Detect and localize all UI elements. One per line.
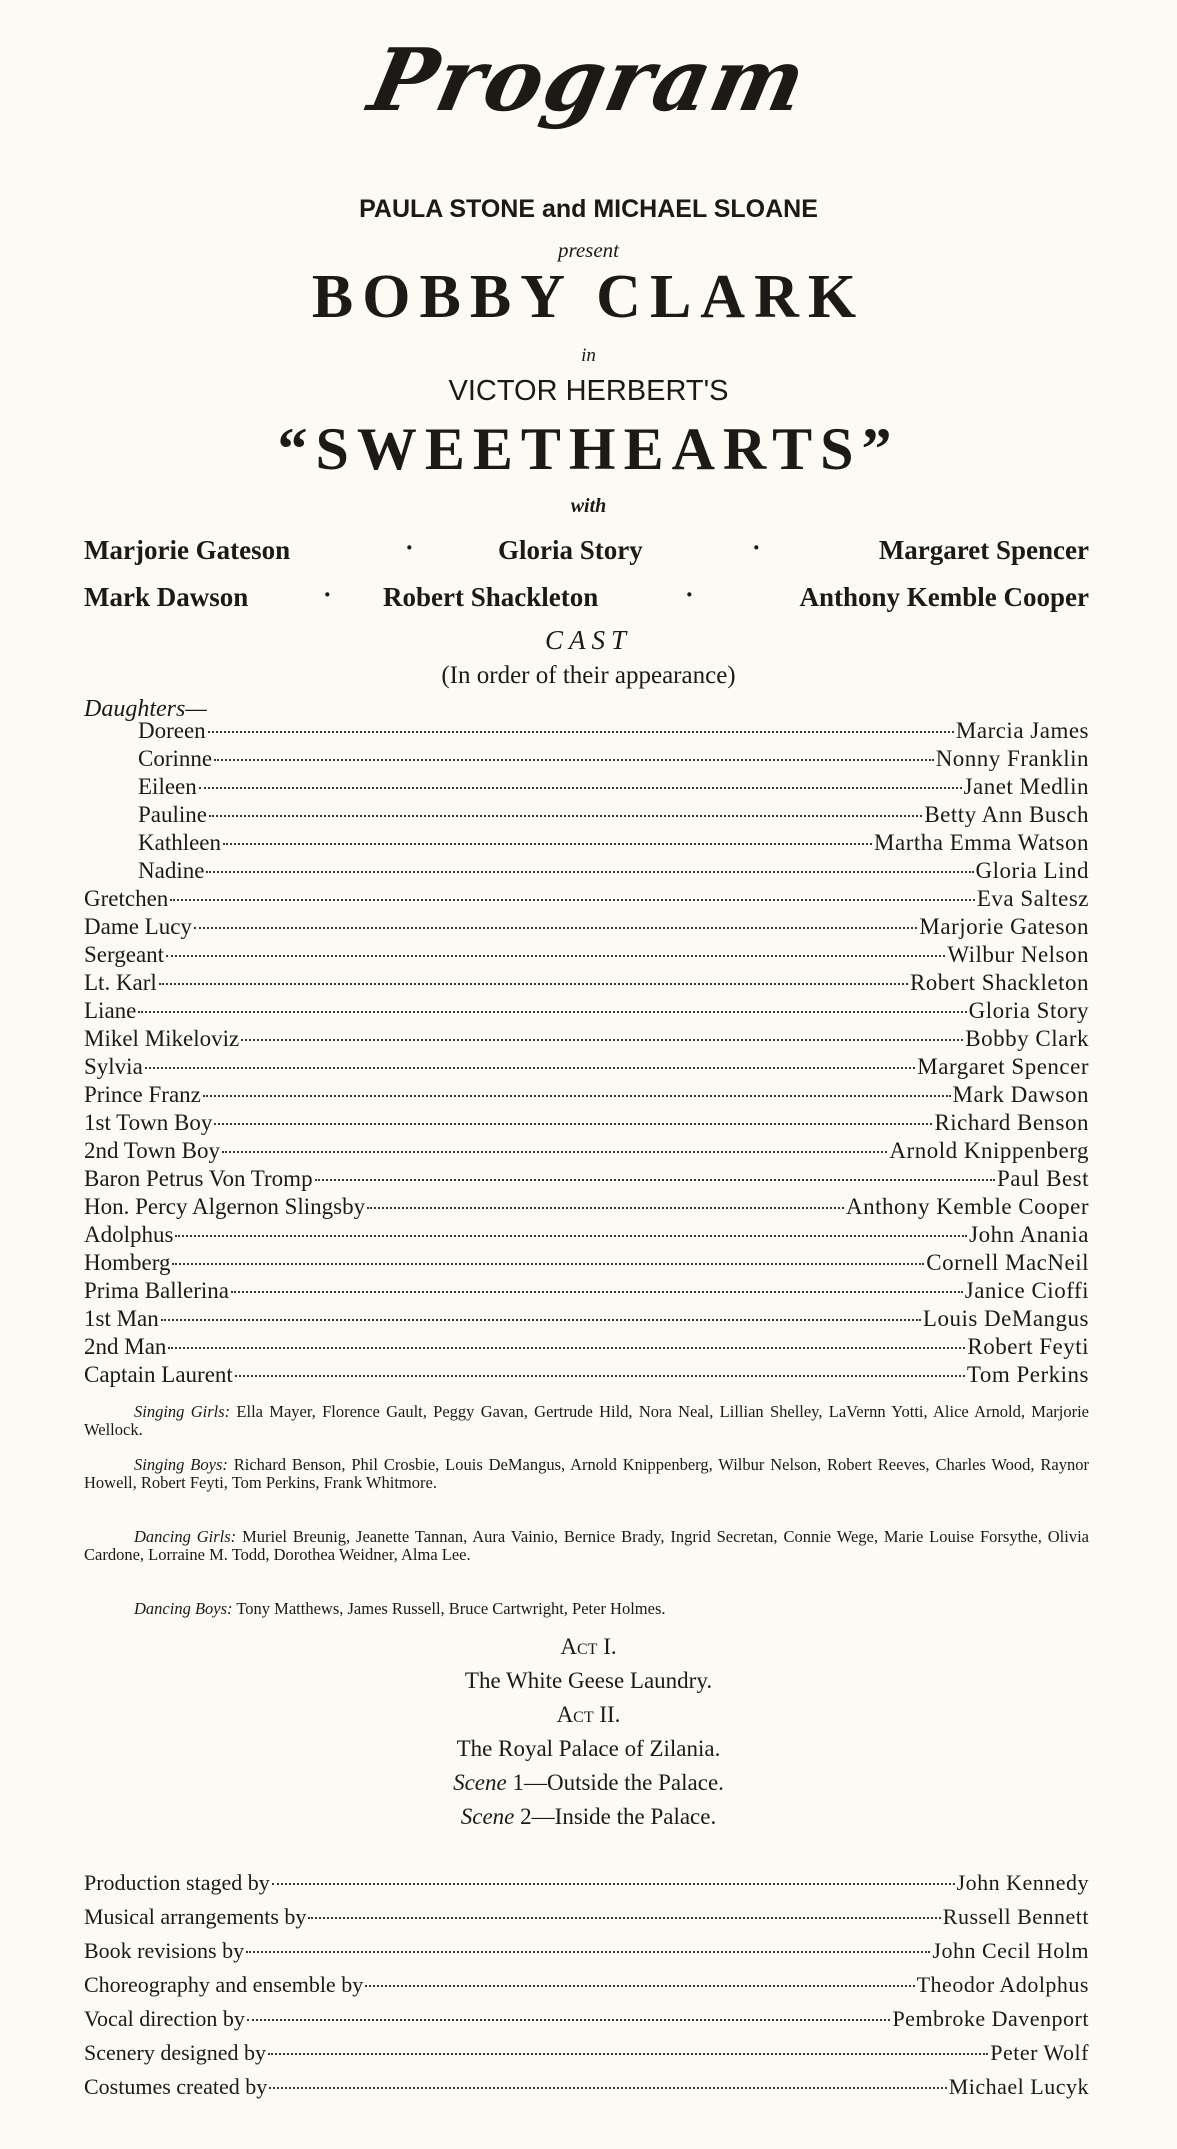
cast-row [84, 1222, 1089, 1250]
costar-name: Mark Dawson [84, 582, 249, 612]
composer-line: VICTOR HERBERT'S [448, 375, 729, 407]
cast-role: Baron Petrus Von Tromp [84, 1166, 313, 1191]
leader-dots [145, 1067, 916, 1069]
scene-two-line [0, 1804, 1177, 1830]
leader-dots [175, 1235, 967, 1237]
cast-role: Prince Franz [84, 1082, 201, 1107]
ensemble-label: Singing Girls: [134, 1402, 231, 1421]
cast-role: Sylvia [84, 1054, 143, 1079]
credit-row [84, 1904, 1089, 1932]
act-one-heading: Act I. [560, 1634, 617, 1659]
leader-dots [214, 1123, 932, 1125]
leader-dots [315, 1179, 995, 1181]
cast-row [84, 1306, 1089, 1334]
cast-actor: Gloria Lind [975, 858, 1089, 883]
act-one-setting: The White Geese Laundry. [464, 1668, 713, 1693]
cast-row [138, 746, 1089, 774]
with-line: with [570, 495, 607, 517]
cast-row [84, 1082, 1089, 1110]
cast-actor: Gloria Story [968, 998, 1089, 1023]
leader-dots [269, 2087, 946, 2089]
cast-row [84, 1362, 1089, 1390]
cast-row [84, 1194, 1089, 1222]
cast-role: Gretchen [84, 886, 169, 911]
separator-dot: · [323, 580, 332, 609]
cast-role: Homberg [84, 1250, 171, 1275]
cast-row [84, 1334, 1089, 1362]
cast-actor: Paul Best [996, 1166, 1089, 1191]
cast-actor: Richard Benson [934, 1110, 1089, 1135]
credit-name: Pembroke Davenport [892, 2006, 1089, 2031]
cast-row [84, 1026, 1089, 1054]
scene-one-line [0, 1770, 1177, 1796]
cast-role: Mikel Mikeloviz [84, 1026, 240, 1051]
cast-role: Eileen [138, 774, 197, 799]
credit-role: Musical arrangements by [84, 1904, 307, 1929]
leader-dots [272, 1883, 955, 1885]
leader-dots [308, 1917, 940, 1919]
cast-actor: Marcia James [955, 718, 1089, 743]
leader-dots [172, 1263, 924, 1265]
ensemble-names: Tony Matthews, James Russell, Bruce Cartwright, Peter Holmes. [236, 1599, 666, 1618]
program-heading: Program [361, 30, 816, 131]
credit-role: Vocal direction by [84, 2006, 245, 2031]
cast-role: Prima Ballerina [84, 1278, 229, 1303]
costar-name: Margaret Spencer [878, 535, 1089, 565]
cast-row [84, 1138, 1089, 1166]
ensemble-names: Muriel Breunig, Jeanette Tannan, Aura Vainio, Bernice Brady, Ingrid Secretan, Connie Wege, Marie Louise Forsythe, Olivia Cardone, Lorraine M. Todd, Dorothea Weidner, Alma Lee. [84, 1527, 1090, 1564]
leader-dots [365, 1985, 914, 1987]
cast-role: Lt. Karl [84, 970, 157, 995]
credit-row [84, 2040, 1089, 2068]
scene-text: 2—Inside the Palace. [520, 1804, 717, 1829]
ensemble-paragraph [84, 1403, 1089, 1439]
credit-role: Book revisions by [84, 1938, 245, 1963]
cast-role: Sergeant [84, 942, 165, 967]
credit-role: Production staged by [84, 1870, 270, 1895]
cast-actor: Louis DeMangus [922, 1306, 1089, 1331]
credit-name: Theodor Adolphus [916, 1972, 1089, 1997]
leader-dots [235, 1375, 965, 1377]
cast-row [84, 1110, 1089, 1138]
costar-name: Gloria Story [498, 535, 643, 565]
cast-row [138, 802, 1089, 830]
leader-dots [268, 2053, 988, 2055]
cast-actor: Eva Saltesz [976, 886, 1089, 911]
act-two-heading: Act II. [556, 1702, 621, 1727]
cast-actor: Nonny Franklin [935, 746, 1089, 771]
cast-row [84, 914, 1089, 942]
cast-actor: Margaret Spencer [917, 1054, 1089, 1079]
star-name: BOBBY CLARK [311, 263, 866, 331]
credit-name: John Cecil Holm [932, 1938, 1089, 1963]
separator-dot: · [752, 533, 761, 562]
cast-role: Corinne [138, 746, 213, 771]
leader-dots [223, 843, 872, 845]
separator-dot: · [685, 580, 694, 609]
leader-dots [159, 983, 908, 985]
credit-role: Scenery designed by [84, 2040, 267, 2065]
cast-row [84, 942, 1089, 970]
scene-label: Scene [453, 1770, 507, 1795]
cast-role: Captain Laurent [84, 1362, 233, 1387]
cast-actor: Cornell MacNeil [926, 1250, 1089, 1275]
producers-line: PAULA STONE and MICHAEL SLOANE [359, 195, 818, 223]
cast-actor: Anthony Kemble Cooper [845, 1194, 1089, 1219]
leader-dots [367, 1207, 844, 1209]
scene-label: Scene [460, 1804, 515, 1829]
costar-name: Robert Shackleton [383, 582, 599, 612]
credit-name: Peter Wolf [990, 2040, 1089, 2065]
leader-dots [246, 1951, 930, 1953]
cast-role: Pauline [138, 802, 207, 827]
credit-row [84, 1972, 1089, 2000]
leader-dots [168, 1347, 965, 1349]
cast-actor: Wilbur Nelson [947, 942, 1089, 967]
cast-role: Adolphus [84, 1222, 174, 1247]
cast-heading: CAST [544, 625, 633, 655]
ensemble-paragraph [84, 1600, 1089, 1618]
scene-text: 1—Outside the Palace. [512, 1770, 724, 1795]
ensemble-names: Ella Mayer, Florence Gault, Peggy Gavan, Gertrude Hild, Nora Neal, Lillian Shelley, LaVernn Yotti, Alice Arnold, Marjorie Wellock. [84, 1402, 1090, 1439]
cast-row [84, 1250, 1089, 1278]
cast-row [84, 1166, 1089, 1194]
cast-actor: Bobby Clark [965, 1026, 1089, 1051]
separator-dot: · [405, 533, 414, 562]
credit-row [84, 2006, 1089, 2034]
costar-name: Marjorie Gateson [84, 535, 291, 565]
credit-role: Costumes created by [84, 2074, 268, 2099]
cast-actor: Janice Cioffi [964, 1278, 1089, 1303]
cast-actor: Mark Dawson [952, 1082, 1089, 1107]
ensemble-names: Richard Benson, Phil Crosbie, Louis DeMangus, Arnold Knippenberg, Wilbur Nelson, Robert Reeves, Charles Wood, Raynor Howell, Robert Feyti, Tom Perkins, Frank Whitmore. [84, 1455, 1089, 1492]
cast-subheading: (In order of their appearance) [441, 662, 736, 689]
daughters-label: Daughters— [84, 696, 207, 722]
cast-row [138, 718, 1089, 746]
cast-role: Liane [84, 998, 137, 1023]
cast-row [84, 1278, 1089, 1306]
leader-dots [222, 1151, 887, 1153]
leader-dots [208, 731, 954, 733]
cast-actor: Janet Medlin [963, 774, 1089, 799]
credit-row [84, 1870, 1089, 1898]
leader-dots [199, 787, 962, 789]
cast-row [138, 858, 1089, 886]
cast-role: 2nd Man [84, 1334, 167, 1359]
costar-name: Anthony Kemble Cooper [799, 582, 1089, 612]
credit-row [84, 1938, 1089, 1966]
leader-dots [194, 927, 917, 929]
cast-row [138, 830, 1089, 858]
credit-name: John Kennedy [956, 1870, 1089, 1895]
cast-role: 1st Town Boy [84, 1110, 213, 1135]
credit-name: Russell Bennett [942, 1904, 1089, 1929]
ensemble-label: Singing Boys: [134, 1455, 228, 1474]
cast-role: Hon. Percy Algernon Slingsby [84, 1194, 366, 1219]
cast-row [138, 774, 1089, 802]
ensemble-label: Dancing Girls: [134, 1527, 237, 1546]
cast-actor: Robert Shackleton [909, 970, 1089, 995]
present-line: present [557, 238, 620, 262]
cast-role: Dame Lucy [84, 914, 192, 939]
leader-dots [166, 955, 945, 957]
leader-dots [209, 815, 922, 817]
leader-dots [214, 759, 934, 761]
ensemble-label: Dancing Boys: [134, 1599, 233, 1618]
cast-actor: Tom Perkins [966, 1362, 1089, 1387]
leader-dots [247, 2019, 891, 2021]
cast-row [84, 998, 1089, 1026]
cast-actor: Betty Ann Busch [924, 802, 1089, 827]
credit-role: Choreography and ensemble by [84, 1972, 364, 1997]
leader-dots [138, 1011, 966, 1013]
ensemble-paragraph [84, 1528, 1089, 1564]
leader-dots [231, 1291, 963, 1293]
cast-role: Nadine [138, 858, 205, 883]
show-title: “SWEETHEARTS” [277, 416, 900, 482]
leader-dots [161, 1319, 921, 1321]
credit-row [84, 2074, 1089, 2102]
act-two-setting: The Royal Palace of Zilania. [456, 1736, 721, 1761]
ensemble-paragraph [84, 1456, 1089, 1492]
leader-dots [241, 1039, 963, 1041]
cast-role: 1st Man [84, 1306, 159, 1331]
leader-dots [170, 899, 975, 901]
in-line: in [581, 345, 596, 366]
cast-row [84, 886, 1089, 914]
cast-actor: Martha Emma Watson [874, 830, 1089, 855]
cast-role: 2nd Town Boy [84, 1138, 220, 1163]
cast-actor: Arnold Knippenberg [889, 1138, 1089, 1163]
cast-row [84, 970, 1089, 998]
cast-actor: John Anania [969, 1222, 1089, 1247]
leader-dots [206, 871, 973, 873]
credit-name: Michael Lucyk [948, 2074, 1089, 2099]
cast-role: Doreen [138, 718, 206, 743]
leader-dots [203, 1095, 951, 1097]
cast-role: Kathleen [138, 830, 222, 855]
cast-actor: Marjorie Gateson [919, 914, 1089, 939]
cast-row [84, 1054, 1089, 1082]
cast-actor: Robert Feyti [967, 1334, 1089, 1359]
